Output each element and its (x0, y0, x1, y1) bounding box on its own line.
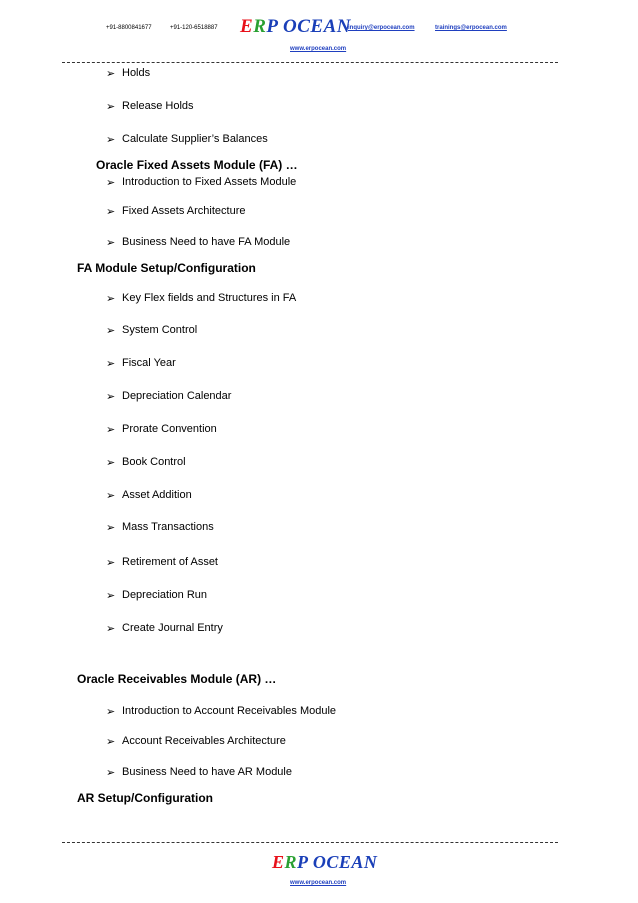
logo-letter-r: R (253, 16, 267, 37)
list-item: Asset Addition (122, 489, 192, 501)
logo-word-ocean: OCEAN (307, 852, 378, 872)
logo-letter-e: E (272, 852, 285, 872)
bullet-arrow-icon: ➢ (106, 706, 116, 718)
bullet-arrow-icon: ➢ (106, 325, 116, 337)
list-item: System Control (122, 324, 198, 336)
logo-letter-e: E (240, 16, 254, 37)
bullet-arrow-icon: ➢ (106, 767, 116, 779)
bullet-arrow-icon: ➢ (106, 68, 116, 80)
bullet-arrow-icon: ➢ (106, 101, 116, 113)
bullet-arrow-icon: ➢ (106, 522, 116, 534)
bullet-arrow-icon: ➢ (106, 623, 116, 635)
header-email-inquiry[interactable]: inquiry@erpocean.com (348, 25, 415, 31)
logo-letter-p: P (297, 852, 308, 872)
bullet-arrow-icon: ➢ (106, 557, 116, 569)
ar-module-heading: Oracle Receivables Module (AR) … (77, 672, 277, 686)
fa-setup-heading: FA Module Setup/Configuration (77, 261, 256, 275)
ar-setup-heading: AR Setup/Configuration (77, 791, 213, 805)
list-item: Fixed Assets Architecture (122, 205, 246, 217)
list-item: Prorate Convention (122, 423, 217, 435)
footer-website-link[interactable]: www.erpocean.com (290, 880, 347, 886)
logo-letter-r: R (284, 852, 298, 872)
list-item: Depreciation Run (122, 589, 207, 601)
list-item: Account Receivables Architecture (122, 735, 286, 747)
list-item: Calculate Supplier’s Balances (122, 133, 268, 145)
bullet-arrow-icon: ➢ (106, 293, 116, 305)
bullet-arrow-icon: ➢ (106, 490, 116, 502)
header-phone-1: +91-8800841677 (106, 25, 152, 31)
bullet-arrow-icon: ➢ (106, 358, 116, 370)
list-item: Key Flex fields and Structures in FA (122, 292, 297, 304)
list-item: Fiscal Year (122, 357, 176, 369)
header-divider (62, 62, 558, 63)
header-phone-2: +91-120-6518887 (170, 25, 218, 31)
list-item: Business Need to have FA Module (122, 236, 291, 248)
list-item: Introduction to Account Receivables Module (122, 705, 337, 717)
fa-module-heading: Oracle Fixed Assets Module (FA) … (96, 158, 298, 172)
list-item: Book Control (122, 456, 186, 468)
bullet-arrow-icon: ➢ (106, 590, 116, 602)
bullet-arrow-icon: ➢ (106, 457, 116, 469)
bullet-arrow-icon: ➢ (106, 134, 116, 146)
logo-word-ocean: OCEAN (277, 16, 351, 37)
bullet-arrow-icon: ➢ (106, 391, 116, 403)
list-item: Business Need to have AR Module (122, 766, 292, 778)
bullet-arrow-icon: ➢ (106, 177, 116, 189)
list-item: Introduction to Fixed Assets Module (122, 176, 297, 188)
footer-logo (272, 852, 377, 873)
header-website-link[interactable]: www.erpocean.com (290, 46, 347, 52)
list-item: Create Journal Entry (122, 622, 223, 634)
bullet-arrow-icon: ➢ (106, 206, 116, 218)
list-item: Depreciation Calendar (122, 390, 232, 402)
list-item: Release Holds (122, 100, 194, 112)
footer-divider (62, 842, 558, 843)
bullet-arrow-icon: ➢ (106, 237, 116, 249)
bullet-arrow-icon: ➢ (106, 424, 116, 436)
header-email-trainings[interactable]: trainings@erpocean.com (435, 25, 507, 31)
logo-letter-p: P (266, 16, 278, 37)
list-item: Holds (122, 67, 151, 79)
list-item: Mass Transactions (122, 521, 214, 533)
header-logo (240, 16, 351, 38)
bullet-arrow-icon: ➢ (106, 736, 116, 748)
list-item: Retirement of Asset (122, 556, 218, 568)
